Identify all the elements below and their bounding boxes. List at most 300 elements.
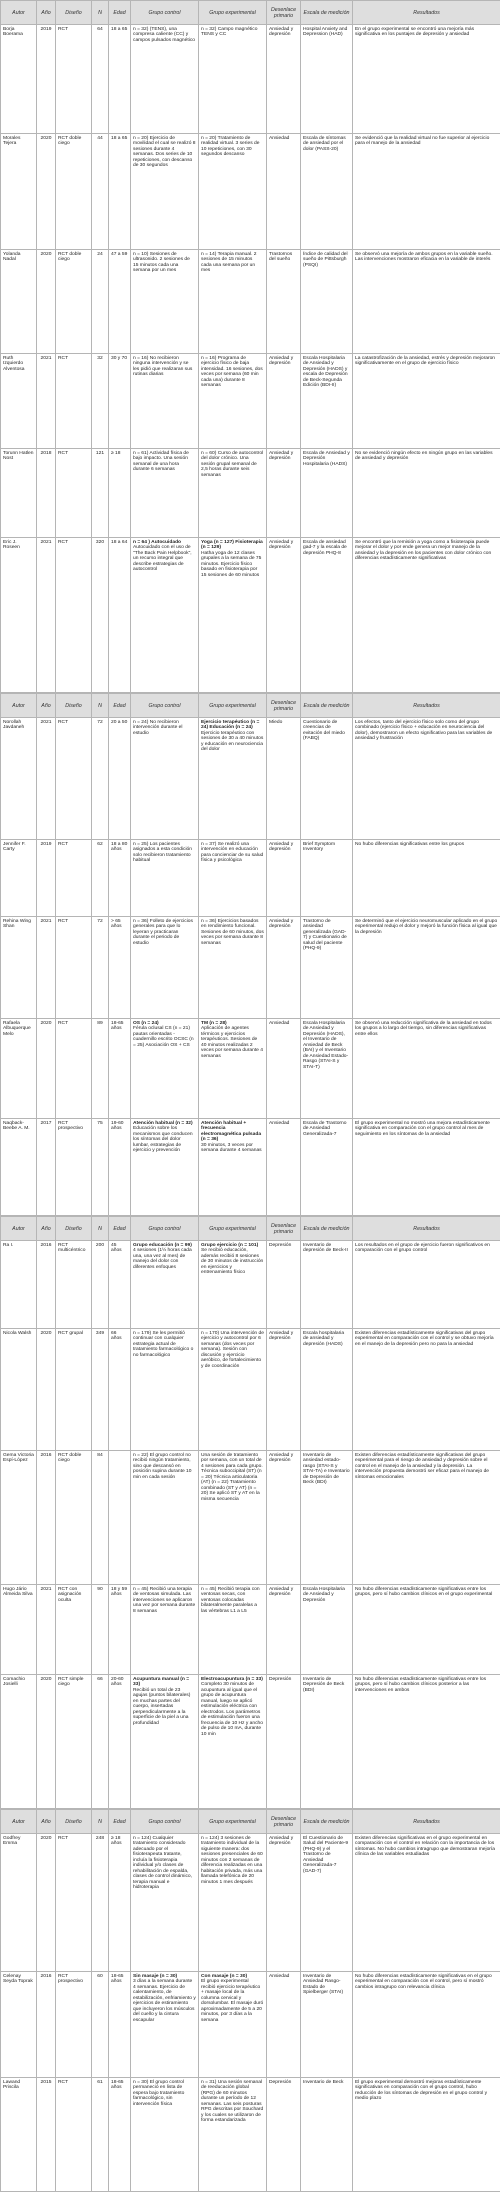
experimental-group-title: Yoga (n = 127) Fisioterapia (n = 129) xyxy=(201,539,263,550)
control-group-text: n = 10) Sesiones de ultrasonido. 2 sesiones de 15 minutos cada una semana por un mes xyxy=(133,251,190,273)
cell-n: 64 xyxy=(92,25,109,134)
cell-primary-outcome: Ansiedad y depresión xyxy=(267,1451,301,1585)
cell-age: 18-65 años xyxy=(109,2078,131,2192)
cell-age: 18 a 65 xyxy=(109,134,131,250)
cell-control-group xyxy=(131,1119,199,1216)
cell-design: RCT xyxy=(56,25,92,134)
cell-year: 2015 xyxy=(37,2078,56,2192)
cell-design: RCT prospectivo xyxy=(56,1972,92,2078)
control-group-text: Educación sobre los mecanismos que conducen los síntomas del dolor lumbar, estrategias de ejercicio y prevención xyxy=(133,1126,193,1153)
column-header-age: Edad xyxy=(109,1,131,25)
cell-year: 2020 xyxy=(37,1019,56,1119)
cell-design: RCT xyxy=(56,538,92,693)
column-header-author: Autor xyxy=(1,1,37,25)
cell-author: Hugo Jário Almeida Silva xyxy=(1,1585,37,1675)
cell-control-group xyxy=(131,1834,199,1972)
cell-control-group xyxy=(131,354,199,449)
control-group-title: Grupo educación (n = 99) xyxy=(133,1242,192,1248)
cell-results: Los efectos, tanto del ejercicio físico solo como del grupo combinado (ejercicio físico + educación en neurociencia del dolor), demostraron un efecto significativo para las variables de ansiedad y frustración xyxy=(353,718,500,840)
cell-author: Norollah Javdaneh xyxy=(1,718,37,840)
column-header-year: Año xyxy=(37,694,56,718)
cell-design: RCT xyxy=(56,718,92,840)
table-row xyxy=(1,134,500,250)
column-header-primary-outcome: Desenlace primario xyxy=(267,1217,301,1241)
cell-control-group xyxy=(131,1241,199,1329)
studies-table-section xyxy=(0,693,500,1216)
cell-results: Se encontró que la remisión a yoga como a fisioterapia puede mejorar el dolor y por ende genera un mejor manejo de la ansiedad y la depresión en los pacientes con dolor crónico con diferencias estadísticamente significativas xyxy=(353,538,500,693)
table-row xyxy=(1,538,500,693)
cell-control-group xyxy=(131,1675,199,1809)
cell-year: 2021 xyxy=(37,538,56,693)
table-row xyxy=(1,25,500,134)
cell-results: Existen diferencias significativas en el grupo experimental en comparación con el control en relación con la importancia de los síntomas. No hubo cambios intragrupo que demostraran mejoría clínica de las variables estudiadas xyxy=(353,1834,500,1972)
cell-results: La catastrofización de la ansiedad, estrés y depresión mejoraron significativamente en el grupo de ejercicio físico xyxy=(353,354,500,449)
cell-primary-outcome: Ansiedad y depresión xyxy=(267,1834,301,1972)
table-row xyxy=(1,2078,500,2192)
cell-primary-outcome: Ansiedad y depresión xyxy=(267,840,301,917)
control-group-title: Sin masaje (n = 30) xyxy=(133,1973,178,1979)
cell-design: RCT xyxy=(56,1019,92,1119)
column-header-n: N xyxy=(92,1,109,25)
cell-experimental-group xyxy=(199,134,267,250)
table-row xyxy=(1,1451,500,1585)
cell-measurement-scale: Trastorno de ansiedad generalizada (GAD-7) y Cuestionario de salud del paciente (PHQ-9) xyxy=(301,917,353,1019)
cell-measurement-scale: Inventario de ansiedad estado-rasgo (STAI-S y STAI-TA) e Inventario de Depresión de Beck (BDI) xyxy=(301,1451,353,1585)
cell-control-group xyxy=(131,1329,199,1451)
cell-primary-outcome: Ansiedad y depresión xyxy=(267,917,301,1019)
column-header-results: Resultados xyxy=(353,694,500,718)
cell-primary-outcome: Ansiedad y depresión xyxy=(267,449,301,538)
cell-n: 32 xyxy=(92,354,109,449)
column-header-primary-outcome: Desenlace primario xyxy=(267,694,301,718)
control-group-text: 4 sesiones (1½ horas cada una, una vez al mes) de manejo del dolor con diferentes enfoques xyxy=(133,1248,192,1270)
cell-measurement-scale: Escala Hospitalaria de Ansiedad y Depresión xyxy=(301,1585,353,1675)
cell-author: Ruth Izquierdo Alventosa xyxy=(1,354,37,449)
cell-n: 90 xyxy=(92,1585,109,1675)
column-header-results: Resultados xyxy=(353,1,500,25)
table-header-row xyxy=(1,694,500,718)
control-group-text: n = 61) Actividad física de bajo impacto. Una sesión semanal de una hora durante 6 semanas xyxy=(133,450,189,472)
cell-primary-outcome: Ansiedad y depresión xyxy=(267,538,301,693)
cell-experimental-group xyxy=(199,25,267,134)
cell-year: 2020 xyxy=(37,1329,56,1451)
studies-table-section xyxy=(0,1216,500,1809)
experimental-group-text: n = 16) Programa de ejercicio físico de baja intensidad. 16 sesiones, dos veces por semana (60 min cada una) durante 8 semanas xyxy=(201,355,263,388)
cell-results: Los resultados en el grupo de ejercicio fueron significativos en comparación con el grupo control xyxy=(353,1241,500,1329)
cell-author: Gema Victoria Espí-López xyxy=(1,1451,37,1585)
cell-primary-outcome: Ansiedad xyxy=(267,134,301,250)
cell-year: 2021 xyxy=(37,1585,56,1675)
cell-experimental-group xyxy=(199,1972,267,2078)
experimental-group-text: Se recibió educación, además recibió 8 sesiones de 30 minutos de instrucción en ejercicios y entrenamiento físico xyxy=(201,1248,264,1275)
cell-results: El grupo experimental demostró mejoras estadísticamente significativas en comparación con el grupo control, hubo reducción de los síntomas de depresión en el grupo control y medio plazo xyxy=(353,2078,500,2192)
cell-age: 45 años xyxy=(109,1241,131,1329)
studies-table-section xyxy=(0,0,500,693)
cell-experimental-group xyxy=(199,1241,267,1329)
cell-author: Torunn Hatlen Nost xyxy=(1,449,37,538)
cell-year: 2021 xyxy=(37,718,56,840)
control-group-text: 3 días a la semana durante 4 semanas. Ejercicio de calentamiento, de estabilización, enfriamiento y ejercicios de estiramiento que incluyeron los músculos del cuello y la cintura escapular xyxy=(133,1979,196,2023)
experimental-group-text: Una sesión de tratamiento por semana, con un total de 4 sesiones para cada grupo. Técnica suboccipital (ST) (n = 20) Técnica articulatoria (AT) (n = 22) Tratamiento combinado (ST y AT) (n = 20) Se aplicó ST y AT en la misma secuencia xyxy=(201,1452,263,1502)
cell-primary-outcome: Trastornos del sueño xyxy=(267,250,301,354)
table-row xyxy=(1,1675,500,1809)
column-header-experimental-group: Grupo experimental xyxy=(199,1810,267,1834)
cell-experimental-group xyxy=(199,718,267,840)
cell-primary-outcome: Ansiedad y depresión xyxy=(267,354,301,449)
control-group-text: n = 16) No recibieron ninguna intervención y se les pidió que realizaran sus rutinas diarias xyxy=(133,355,193,377)
cell-results: No hubo diferencias estadísticamente significativas entre los grupos, pero sí hubo cambios clínicos posterior a las intervenciones en ambos xyxy=(353,1675,500,1809)
cell-author: Eric J. Roseen xyxy=(1,538,37,693)
cell-year: 2019 xyxy=(37,25,56,134)
cell-age: 18 y 59 años xyxy=(109,1585,131,1675)
control-group-text: Férula oclusal CS (n = 21) pautas orientadas - cuadernillo escrito OCSC (n = 25) Asociación OS + CS xyxy=(133,1026,194,1048)
table-row xyxy=(1,718,500,840)
table-row xyxy=(1,917,500,1019)
control-group-text: n = 45) Recibió una terapia de ventosas simulada. Las intervenciones se aplicaron una vez por semana durante 8 semanas xyxy=(133,1586,196,1614)
column-header-author: Autor xyxy=(1,1810,37,1834)
cell-author: Rehina Wing Shan xyxy=(1,917,37,1019)
cell-experimental-group xyxy=(199,354,267,449)
control-group-text: n = 24) No recibieron intervención durante el estudio xyxy=(133,719,183,736)
cell-results: Existen diferencias estadísticamente significativas del grupo experimental en comparación con el control y se obtuvo mejoría en el manejo de la depresión pero no para la ansiedad xyxy=(353,1329,500,1451)
control-group-text: n = 179) Se les permitió continuar con cualquier estrategia actual de tratamiento farmacológico o no farmacológico xyxy=(133,1330,194,1358)
cell-year: 2018 xyxy=(37,449,56,538)
cell-primary-outcome: Ansiedad xyxy=(267,1119,301,1216)
experimental-group-title: Con masaje (n = 30) xyxy=(201,1973,248,1979)
control-group-title: Atención habitual (n = 32) xyxy=(133,1120,193,1126)
cell-year: 2016 xyxy=(37,1241,56,1329)
cell-experimental-group xyxy=(199,917,267,1019)
cell-n: 75 xyxy=(92,1119,109,1216)
cell-primary-outcome: Ansiedad y depresión xyxy=(267,1329,301,1451)
control-group-text: n = 25) Los pacientes asignados a esta condición solo recibieron tratamiento habitual xyxy=(133,841,193,863)
cell-primary-outcome: Ansiedad xyxy=(267,1019,301,1119)
cell-control-group xyxy=(131,134,199,250)
cell-measurement-scale: Cuestionario de creencias de evitación del miedo (FABQ) xyxy=(301,718,353,840)
cell-year: 2016 xyxy=(37,1972,56,2078)
cell-measurement-scale: Inventario de Depresión de Beck (BDI) xyxy=(301,1675,353,1809)
experimental-group-text: n = 31) Una sesión semanal de reeducación global (RPG) de 60 minutos durante un período de 12 semanas. Las seis posturas RPG descritas por Souchard y los cuales se utilizaron de forma estandarizada xyxy=(201,2079,264,2123)
cell-experimental-group xyxy=(199,1451,267,1585)
experimental-group-text: n = 124) 3 sesiones de tratamiento individual de la siguiente manera: dos sesiones presenciales de 60 minutos con 2 semanas de diferencia realizadas en una habitación privada, más una llamada telefónica de 20 minutos 1 mes después xyxy=(201,1835,263,1885)
cell-measurement-scale: Escala de Ansiedad y Depresión Hospitalaria (HADS) xyxy=(301,449,353,538)
cell-age: 66 años xyxy=(109,1329,131,1451)
cell-year: 2020 xyxy=(37,250,56,354)
column-header-design: Diseño xyxy=(56,694,92,718)
table-header-row xyxy=(1,1810,500,1834)
experimental-group-text: n = 36) Ejercicios basados en rendimiento funcional. Sesiones de 60 minutos, dos veces por semana durante 8 semanas xyxy=(201,918,264,946)
cell-age: 30 y 70 xyxy=(109,354,131,449)
cell-n: 200 xyxy=(92,1241,109,1329)
cell-primary-outcome: Miedo xyxy=(267,718,301,840)
column-header-year: Año xyxy=(37,1217,56,1241)
experimental-group-text: n = 170) Una intervención de ejercicio y autocontrol por 6 semanas (dos veces por semana). Sesión con discusión y ejercicio aeróbico, de fortalecimiento y de coordinación xyxy=(201,1330,264,1369)
cell-n: 24 xyxy=(92,250,109,354)
cell-author: Lawand Priscila xyxy=(1,2078,37,2192)
cell-n: 121 xyxy=(92,449,109,538)
control-group-text: n = 20) Ejercicio de movilidad el cual se realizó 8 sesiones durante 4 semanas. Dos series de 10 repeticiones, con descanso de 30 segundos xyxy=(133,135,196,168)
column-header-year: Año xyxy=(37,1,56,25)
table-row xyxy=(1,1019,500,1119)
studies-table-section xyxy=(0,1809,500,2192)
cell-primary-outcome: Ansiedad y depresión xyxy=(267,25,301,134)
cell-age: 19-60 años xyxy=(109,1119,131,1216)
control-group-text: n = 124) Cualquier tratamiento considerado adecuado por el fisioterapeuta tratante, incluía la fisioterapia individual y/o clases de rehabilitación de espalda, clases de control dinámico, terapia manual e hidroterapia xyxy=(133,1835,192,1890)
cell-measurement-scale: Escala Hospitalaria de Ansiedad y Depresión (HADS) y escala de Depresión de Beck-Segunda Edición (BDI-II) xyxy=(301,354,353,449)
control-group-text: Autocuidado con el uso de "The Back Pain Helpbook", un recurso integral que describe estrategias de autocontrol xyxy=(133,545,192,572)
cell-measurement-scale: Brief Symptom Inventory xyxy=(301,840,353,917)
experimental-group-text: 30 minutos, 3 veces por semana durante 4 semanas xyxy=(201,1142,262,1153)
cell-measurement-scale: El Cuestionario de Salud del Paciente-9 (PHQ-9) y el Trastorno de Ansiedad Generalizada-7 (GAD-7) xyxy=(301,1834,353,1972)
experimental-group-title: Atención habitual + frecuencia electromagnética pulsada (n = 36) xyxy=(201,1120,262,1142)
cell-results: No se evidenció ningún efecto en ningún grupo en las variables de ansiedad y depresión xyxy=(353,449,500,538)
column-header-author: Autor xyxy=(1,694,37,718)
cell-design: RCT xyxy=(56,354,92,449)
experimental-group-text: n = 45) Recibió terapia con ventosas secas, con ventosas colocadas bilateralmente paralelas a las vértebras L1 a L5 xyxy=(201,1586,260,1614)
cell-design: RCT doble ciego xyxy=(56,134,92,250)
cell-control-group xyxy=(131,2078,199,2192)
column-header-n: N xyxy=(92,1217,109,1241)
column-header-design: Diseño xyxy=(56,1,92,25)
cell-experimental-group xyxy=(199,250,267,354)
cell-age: > 65 años xyxy=(109,917,131,1019)
cell-age: 20-60 años xyxy=(109,1675,131,1809)
column-header-measurement-scale: Escala de medición xyxy=(301,1810,353,1834)
cell-primary-outcome: Depresión xyxy=(267,1241,301,1329)
cell-author: Naqback-Beebe A. M. xyxy=(1,1119,37,1216)
cell-primary-outcome: Depresión xyxy=(267,1675,301,1809)
experimental-group-title: Grupo ejercicio (n = 101) xyxy=(201,1242,259,1248)
cell-age: 18-65 años xyxy=(109,1019,131,1119)
control-group-text: n = 36) Folleto de ejercicios generales para que lo leyeran y practicaran durante el periodo de estudio xyxy=(133,918,193,946)
cell-year: 2019 xyxy=(37,840,56,917)
cell-measurement-scale: Escala de síntomas de ansiedad por el dolor (PASS-20) xyxy=(301,134,353,250)
cell-n: 89 xyxy=(92,1019,109,1119)
cell-year: 2020 xyxy=(37,1834,56,1972)
cell-results: El grupo experimental no mostró una mejora estadísticamente significativa en comparación con el grupo control al mes de seguimiento en los síntomas de la ansiedad xyxy=(353,1119,500,1216)
cell-results: Se observó una reducción significativa de la ansiedad en todos los grupos a lo largo del tiempo, sin diferencias significativas entre ellos xyxy=(353,1019,500,1119)
cell-author: Borja Boerama xyxy=(1,25,37,134)
cell-control-group xyxy=(131,1019,199,1119)
column-header-control-group: Grupo control xyxy=(131,694,199,718)
experimental-group-title: Ejercicio terapéutico (n = 24) Educación (n = 24) xyxy=(201,719,260,730)
cell-design: RCT prospectivo xyxy=(56,1119,92,1216)
table-row xyxy=(1,1241,500,1329)
cell-author: Jennifer F. Carty xyxy=(1,840,37,917)
cell-age: ≥ 18 xyxy=(109,449,131,538)
cell-age: ≥ 18 años xyxy=(109,1834,131,1972)
experimental-group-text: Hatha yoga de 12 clases grupales a la semana de 75 minutos. Ejercicio físico basado en fisioterapia por 15 sesiones de 60 minutos xyxy=(201,550,262,578)
cell-experimental-group xyxy=(199,1585,267,1675)
cell-year: 2017 xyxy=(37,1119,56,1216)
experimental-group-text: Ejercicio terapéutico con sesiones de 30 a 40 minutos y educación en neurociencia del dolor xyxy=(201,730,264,752)
cell-results: Se determinó que el ejercicio neuromuscular aplicado en el grupo experimental redujo el dolor y mejoró la función física al igual que la depresión xyxy=(353,917,500,1019)
cell-experimental-group xyxy=(199,1675,267,1809)
cell-n: 72 xyxy=(92,718,109,840)
experimental-group-text: n = 60) Curso de autocontrol del dolor crónico. Una sesión grupal semanal de 2,5 horas durante seis semanas xyxy=(201,450,264,478)
control-group-text: n = 32) (TENS), una compresa caliente (CC) y campos pulsados magnético xyxy=(133,26,195,43)
cell-author: Yolanda Nadal xyxy=(1,250,37,354)
cell-experimental-group xyxy=(199,1329,267,1451)
cell-author: Comachio Josielli xyxy=(1,1675,37,1809)
cell-design: RCT doble ciego xyxy=(56,1451,92,1585)
cell-control-group xyxy=(131,840,199,917)
cell-age: 18-65 años xyxy=(109,1972,131,2078)
cell-age: 20 a 50 xyxy=(109,718,131,840)
cell-results: Existen diferencias estadísticamente significativas del grupo experimental para el riesgo de ansiedad y depresión sobre el control en el manejo de la ansiedad y la depresión. La intervención propuesta demostró ser eficaz para el manejo de síntomas emocionales xyxy=(353,1451,500,1585)
cell-design: RCT xyxy=(56,1834,92,1972)
cell-design: RCT xyxy=(56,917,92,1019)
cell-year: 2020 xyxy=(37,1675,56,1809)
cell-control-group xyxy=(131,538,199,693)
cell-experimental-group xyxy=(199,538,267,693)
cell-author: Godfrey Emma xyxy=(1,1834,37,1972)
experimental-group-title: Electroacupuntura (n = 33) xyxy=(201,1676,263,1682)
cell-n: 72 xyxy=(92,917,109,1019)
cell-measurement-scale: Escala de Trastorno de Ansiedad Generalizada-7 xyxy=(301,1119,353,1216)
column-header-experimental-group: Grupo experimental xyxy=(199,1,267,25)
cell-age: 18 a 65 xyxy=(109,25,131,134)
cell-n: 44 xyxy=(92,134,109,250)
cell-age: 18 a 64 xyxy=(109,538,131,693)
cell-year: 2020 xyxy=(37,134,56,250)
cell-n: 320 xyxy=(92,538,109,693)
table-row xyxy=(1,1834,500,1972)
cell-results: No hubo diferencias estadísticamente significativas entre los grupos, pero sí hubo cambios clínicos en el grupo experimental xyxy=(353,1585,500,1675)
table-header-row xyxy=(1,1,500,25)
cell-control-group xyxy=(131,718,199,840)
experimental-group-text: El grupo experimental recibió ejercicio terapéutico + masaje local de la columna cervical y dorsolumbar. El masaje duró aproximadamente de 5 a 20 minutos, por 3 días a la semana xyxy=(201,1979,264,2023)
cell-year: 2021 xyxy=(37,917,56,1019)
table-row xyxy=(1,840,500,917)
cell-design: RCT grupal xyxy=(56,1329,92,1451)
table-row xyxy=(1,1329,500,1451)
cell-year: 2021 xyxy=(37,354,56,449)
column-header-measurement-scale: Escala de medición xyxy=(301,1,353,25)
cell-author: Morales Tejera xyxy=(1,134,37,250)
cell-results: Se evidenció que la realidad virtual no fue superior al ejercicio para el manejo de la ansiedad xyxy=(353,134,500,250)
cell-measurement-scale: Escala de ansiedad gad-7 y la escala de depresión PHQ-8 xyxy=(301,538,353,693)
cell-design: RCT xyxy=(56,449,92,538)
table-row xyxy=(1,1119,500,1216)
experimental-group-text: n = 20) Tratamiento de realidad virtual. 3 series de 10 repeticiones, con 30 segundos descanso xyxy=(201,135,260,157)
cell-n: 66 xyxy=(92,1675,109,1809)
column-header-design: Diseño xyxy=(56,1217,92,1241)
column-header-control-group: Grupo control xyxy=(131,1217,199,1241)
cell-primary-outcome: Depresión xyxy=(267,2078,301,2192)
column-header-age: Edad xyxy=(109,1810,131,1834)
cell-results: Se observó una mejoría de ambos grupos en la variable sueño. Las intervenciones mostraron eficacia en la variable de interés xyxy=(353,250,500,354)
table-header-row xyxy=(1,1217,500,1241)
control-group-text: n = 22) El grupo control no recibió ningún tratamiento, sino que descansó en posición supina durante 10 min en cada sesión xyxy=(133,1452,192,1480)
cell-author: Nicola Walsh xyxy=(1,1329,37,1451)
column-header-age: Edad xyxy=(109,694,131,718)
experimental-group-text: n = 14) Terapia manual. 2 sesiones de 15 minutos cada una semana por un mes xyxy=(201,251,257,273)
cell-experimental-group xyxy=(199,840,267,917)
cell-author: Ra I. xyxy=(1,1241,37,1329)
column-header-author: Autor xyxy=(1,1217,37,1241)
cell-experimental-group xyxy=(199,449,267,538)
cell-experimental-group xyxy=(199,2078,267,2192)
experimental-group-text: n = 37) Se realizó una intervención en educación para concienciar de su salud física y psicológica xyxy=(201,841,264,863)
experimental-group-text: n = 32) Campo magnético TENS y CC xyxy=(201,26,258,37)
control-group-text: n = 30) El grupo control permaneció en lista de espera bajo tratamiento farmacológico, sin intervención física xyxy=(133,2079,185,2107)
cell-age: 18 a 80 años xyxy=(109,840,131,917)
table-row xyxy=(1,1972,500,2078)
cell-author: Celenay Seyda Toprak xyxy=(1,1972,37,2078)
cell-measurement-scale: Índice de calidad del sueño de Pittsburgh (PSQI) xyxy=(301,250,353,354)
experimental-group-text: Aplicación de agentes térmicos y ejercicios terapéuticos. Sesiones de 40 minutos realizadas 2 veces por semana durante 4 semanas xyxy=(201,1026,263,1059)
column-header-results: Resultados xyxy=(353,1810,500,1834)
control-group-title: n = 64 ) Autocuidado xyxy=(133,539,182,545)
cell-experimental-group xyxy=(199,1834,267,1972)
cell-measurement-scale: Escala hospitalaria de ansiedad y depresión (HADS) xyxy=(301,1329,353,1451)
experimental-group-title: TM (n = 28) xyxy=(201,1020,227,1026)
table-row xyxy=(1,1585,500,1675)
cell-n: 349 xyxy=(92,1329,109,1451)
cell-control-group xyxy=(131,449,199,538)
cell-control-group xyxy=(131,1451,199,1585)
cell-measurement-scale: Hospital Anxiety and Depression (HAD) xyxy=(301,25,353,134)
cell-measurement-scale: Inventario de depresión de Beck-II xyxy=(301,1241,353,1329)
cell-measurement-scale: Inventario de Beck xyxy=(301,2078,353,2192)
cell-design: RCT multicéntrico xyxy=(56,1241,92,1329)
column-header-primary-outcome: Desenlace primario xyxy=(267,1,301,25)
table-row xyxy=(1,449,500,538)
cell-control-group xyxy=(131,25,199,134)
cell-primary-outcome: Ansiedad xyxy=(267,1972,301,2078)
cell-author: Rafaela Albuquerque Melo xyxy=(1,1019,37,1119)
cell-year: 2016 xyxy=(37,1451,56,1585)
column-header-measurement-scale: Escala de medición xyxy=(301,694,353,718)
table-row xyxy=(1,354,500,449)
cell-experimental-group xyxy=(199,1019,267,1119)
column-header-control-group: Grupo control xyxy=(131,1810,199,1834)
cell-results: No hubo diferencias estadísticamente significativas en el grupo experimental en comparación con el control, pero sí mostró cambios intragrupo con relevancia clínica xyxy=(353,1972,500,2078)
column-header-age: Edad xyxy=(109,1217,131,1241)
cell-control-group xyxy=(131,917,199,1019)
cell-results: No hubo diferencias significativas entre los grupos xyxy=(353,840,500,917)
cell-control-group xyxy=(131,1585,199,1675)
cell-n: 61 xyxy=(92,2078,109,2192)
cell-measurement-scale: Inventario de Ansiedad Rasgo-Estado de Spielberger (STAI) xyxy=(301,1972,353,2078)
table-row xyxy=(1,250,500,354)
cell-age: 47 a 59 xyxy=(109,250,131,354)
cell-measurement-scale: Escala Hospitalaria de Ansiedad y Depresión (HADS), el Inventario de Ansiedad de Beck (BAI) y el Inventario de Ansiedad Estado-Rasgo (STAI-S y STAI-T) xyxy=(301,1019,353,1119)
column-header-n: N xyxy=(92,694,109,718)
column-header-n: N xyxy=(92,1810,109,1834)
cell-control-group xyxy=(131,1972,199,2078)
cell-experimental-group xyxy=(199,1119,267,1216)
cell-control-group xyxy=(131,250,199,354)
control-group-title: OS (n = 24) xyxy=(133,1020,159,1026)
column-header-design: Diseño xyxy=(56,1810,92,1834)
cell-design: RCT doble ciego xyxy=(56,250,92,354)
cell-design: RCT con asignación oculta xyxy=(56,1585,92,1675)
cell-n: 60 xyxy=(92,1972,109,2078)
cell-n: 248 xyxy=(92,1834,109,1972)
control-group-text: Recibió un total de 23 agujas (puntos bilaterales) en muchas partes del cuerpo, insertadas perpendicularmente a la superficie de la piel a una profundidad xyxy=(133,1687,191,1726)
cell-n: 62 xyxy=(92,840,109,917)
cell-n: 84 xyxy=(92,1451,109,1585)
experimental-group-text: Completo 30 minutos de acupuntura al igual que el grupo de acupuntura manual, luego se aplicó estimulación eléctrica con electrodos. Los parámetros de estimulación fueron una frecuencia de 10 Hz y ancho de pulso de 10 mA, durante 10 min xyxy=(201,1682,263,1737)
column-header-year: Año xyxy=(37,1810,56,1834)
cell-primary-outcome: Ansiedad y depresión xyxy=(267,1585,301,1675)
cell-design: RCT simple ciego xyxy=(56,1675,92,1809)
cell-results: En el grupo experimental se encontró una mejoría más significativa en los puntajes de depresión y ansiedad xyxy=(353,25,500,134)
control-group-title: Acupuntura manual (n = 33) xyxy=(133,1676,190,1687)
column-header-experimental-group: Grupo experimental xyxy=(199,694,267,718)
